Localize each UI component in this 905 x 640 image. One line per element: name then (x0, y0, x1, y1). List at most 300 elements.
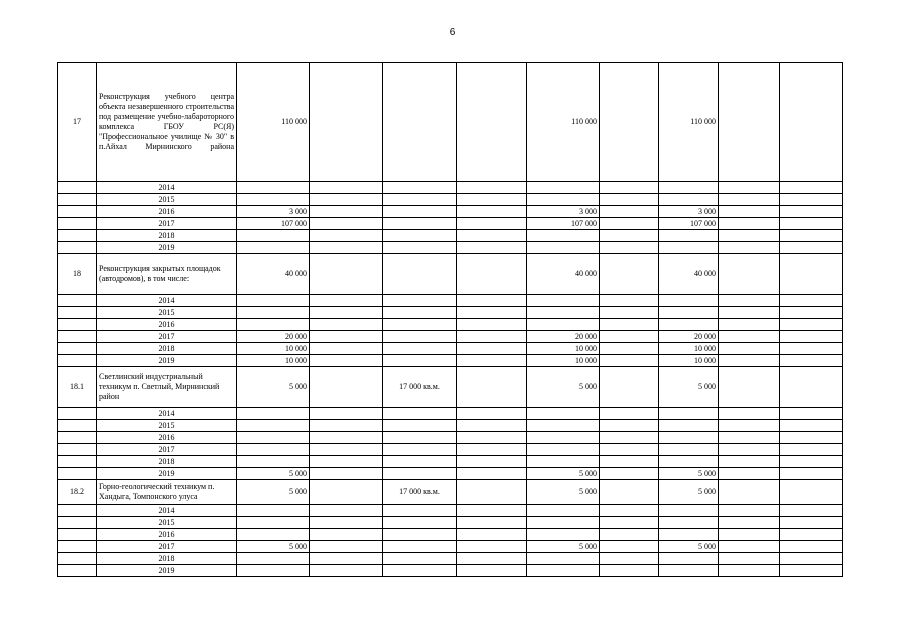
item-name: Реконструкция закрытых площадок (автодромов), в том числе: (97, 254, 237, 295)
budget-value (527, 529, 600, 541)
funding-value (659, 456, 719, 468)
total-value: 107 000 (237, 218, 310, 230)
empty-cell (780, 295, 843, 307)
value-col-4 (457, 254, 527, 295)
funding-value: 20 000 (659, 331, 719, 343)
empty-cell (383, 242, 457, 254)
empty-cell (310, 529, 383, 541)
empty-cell (457, 529, 527, 541)
total-value: 20 000 (237, 331, 310, 343)
empty-cell (719, 194, 780, 206)
total-value (237, 408, 310, 420)
empty-cell (457, 206, 527, 218)
funding-value (659, 432, 719, 444)
year-label: 2016 (97, 529, 237, 541)
item-number: 18 (58, 254, 97, 295)
year-label: 2014 (97, 505, 237, 517)
empty-cell (600, 468, 659, 480)
year-label: 2016 (97, 432, 237, 444)
empty-cell (600, 444, 659, 456)
empty-cell (310, 432, 383, 444)
value-col-4 (457, 367, 527, 408)
year-label: 2018 (97, 456, 237, 468)
budget-value (527, 307, 600, 319)
item-name: Реконструкция учебного центра объекта незавершенного строительства под размещение учебно-лабароторного комплекса ГБОУ РС(Я) "Профессиональное училище № 30" в п.Айхал Мирнинского района (97, 63, 237, 182)
year-row (58, 218, 843, 230)
empty-cell (58, 529, 97, 541)
budget-value: 5 000 (527, 541, 600, 553)
empty-cell (383, 408, 457, 420)
budget-value (527, 295, 600, 307)
empty-cell (383, 295, 457, 307)
empty-cell (719, 456, 780, 468)
year-label: 2014 (97, 182, 237, 194)
empty-cell (383, 230, 457, 242)
empty-cell (58, 553, 97, 565)
empty-cell (383, 331, 457, 343)
funding-value: 5 000 (659, 367, 719, 408)
empty-cell (457, 194, 527, 206)
empty-cell (310, 408, 383, 420)
budget-value (527, 432, 600, 444)
page-number: 6 (449, 27, 456, 38)
year-label: 2019 (97, 242, 237, 254)
total-value (237, 295, 310, 307)
year-row (58, 355, 843, 367)
empty-cell (780, 218, 843, 230)
budget-value (527, 505, 600, 517)
item-row (58, 63, 843, 182)
empty-cell (719, 420, 780, 432)
empty-cell (719, 331, 780, 343)
empty-cell (457, 182, 527, 194)
year-label: 2014 (97, 408, 237, 420)
value-col-2 (310, 63, 383, 182)
total-value (237, 505, 310, 517)
funding-value: 5 000 (659, 480, 719, 505)
budget-value (527, 194, 600, 206)
year-row (58, 230, 843, 242)
empty-cell (780, 456, 843, 468)
empty-cell (600, 408, 659, 420)
year-row (58, 444, 843, 456)
empty-cell (719, 565, 780, 577)
empty-cell (310, 355, 383, 367)
total-value (237, 517, 310, 529)
year-row (58, 565, 843, 577)
value-col-6 (600, 480, 659, 505)
value-col-9 (780, 367, 843, 408)
empty-cell (780, 541, 843, 553)
empty-cell (719, 242, 780, 254)
empty-cell (719, 307, 780, 319)
empty-cell (719, 541, 780, 553)
empty-cell (780, 307, 843, 319)
empty-cell (719, 408, 780, 420)
empty-cell (600, 331, 659, 343)
empty-cell (383, 206, 457, 218)
empty-cell (58, 456, 97, 468)
capacity-value: 17 000 кв.м. (383, 480, 457, 505)
empty-cell (600, 319, 659, 331)
empty-cell (310, 194, 383, 206)
year-row (58, 505, 843, 517)
empty-cell (457, 307, 527, 319)
empty-cell (780, 444, 843, 456)
empty-cell (383, 355, 457, 367)
empty-cell (600, 242, 659, 254)
empty-cell (457, 331, 527, 343)
empty-cell (383, 529, 457, 541)
year-row (58, 456, 843, 468)
empty-cell (719, 182, 780, 194)
empty-cell (600, 553, 659, 565)
total-value (237, 444, 310, 456)
empty-cell (457, 432, 527, 444)
funding-value (659, 517, 719, 529)
empty-cell (310, 456, 383, 468)
year-row (58, 194, 843, 206)
total-value: 10 000 (237, 355, 310, 367)
total-value: 5 000 (237, 480, 310, 505)
budget-value (527, 444, 600, 456)
value-col-2 (310, 254, 383, 295)
empty-cell (383, 432, 457, 444)
empty-cell (600, 529, 659, 541)
funding-value (659, 182, 719, 194)
year-label: 2019 (97, 355, 237, 367)
empty-cell (719, 505, 780, 517)
empty-cell (58, 307, 97, 319)
empty-cell (780, 517, 843, 529)
year-row (58, 242, 843, 254)
year-label: 2016 (97, 206, 237, 218)
empty-cell (780, 408, 843, 420)
empty-cell (780, 343, 843, 355)
year-row (58, 206, 843, 218)
empty-cell (600, 218, 659, 230)
year-row (58, 541, 843, 553)
empty-cell (383, 541, 457, 553)
year-label: 2017 (97, 444, 237, 456)
empty-cell (58, 319, 97, 331)
empty-cell (600, 194, 659, 206)
budget-value (527, 408, 600, 420)
item-row (58, 254, 843, 295)
capacity-value (383, 254, 457, 295)
empty-cell (780, 565, 843, 577)
value-col-4 (457, 63, 527, 182)
empty-cell (600, 541, 659, 553)
empty-cell (383, 444, 457, 456)
empty-cell (457, 553, 527, 565)
funding-value: 10 000 (659, 355, 719, 367)
empty-cell (457, 242, 527, 254)
empty-cell (780, 206, 843, 218)
empty-cell (58, 295, 97, 307)
total-value: 10 000 (237, 343, 310, 355)
item-row (58, 367, 843, 408)
empty-cell (310, 218, 383, 230)
budget-value: 10 000 (527, 355, 600, 367)
funding-value: 5 000 (659, 468, 719, 480)
empty-cell (719, 529, 780, 541)
year-row (58, 468, 843, 480)
total-value: 110 000 (237, 63, 310, 182)
item-number: 17 (58, 63, 97, 182)
total-value: 5 000 (237, 367, 310, 408)
empty-cell (780, 529, 843, 541)
empty-cell (457, 517, 527, 529)
empty-cell (780, 331, 843, 343)
empty-cell (310, 565, 383, 577)
total-value (237, 230, 310, 242)
empty-cell (58, 218, 97, 230)
total-value (237, 553, 310, 565)
empty-cell (600, 517, 659, 529)
empty-cell (310, 468, 383, 480)
empty-cell (310, 307, 383, 319)
value-col-6 (600, 63, 659, 182)
empty-cell (600, 182, 659, 194)
year-row (58, 432, 843, 444)
total-value: 5 000 (237, 541, 310, 553)
year-label: 2016 (97, 319, 237, 331)
year-row (58, 408, 843, 420)
empty-cell (310, 295, 383, 307)
empty-cell (383, 517, 457, 529)
empty-cell (719, 444, 780, 456)
year-row (58, 307, 843, 319)
empty-cell (310, 319, 383, 331)
empty-cell (383, 456, 457, 468)
year-label: 2018 (97, 553, 237, 565)
year-row (58, 331, 843, 343)
empty-cell (310, 517, 383, 529)
empty-cell (58, 331, 97, 343)
budget-value (527, 319, 600, 331)
empty-cell (383, 565, 457, 577)
empty-cell (58, 541, 97, 553)
year-row (58, 420, 843, 432)
year-row (58, 529, 843, 541)
value-col-8 (719, 254, 780, 295)
budget-value (527, 565, 600, 577)
empty-cell (600, 565, 659, 577)
empty-cell (58, 420, 97, 432)
empty-cell (58, 432, 97, 444)
funding-value (659, 529, 719, 541)
empty-cell (310, 444, 383, 456)
empty-cell (310, 242, 383, 254)
empty-cell (780, 432, 843, 444)
capacity-value: 17 000 кв.м. (383, 367, 457, 408)
budget-value: 5 000 (527, 480, 600, 505)
empty-cell (719, 355, 780, 367)
empty-cell (457, 444, 527, 456)
empty-cell (457, 230, 527, 242)
empty-cell (457, 505, 527, 517)
empty-cell (457, 456, 527, 468)
year-label: 2015 (97, 307, 237, 319)
funding-value: 10 000 (659, 343, 719, 355)
year-row (58, 319, 843, 331)
total-value (237, 565, 310, 577)
total-value: 40 000 (237, 254, 310, 295)
empty-cell (310, 420, 383, 432)
value-col-9 (780, 254, 843, 295)
value-col-8 (719, 480, 780, 505)
funding-value: 110 000 (659, 63, 719, 182)
year-label: 2019 (97, 468, 237, 480)
empty-cell (310, 182, 383, 194)
funding-value: 3 000 (659, 206, 719, 218)
funding-value: 107 000 (659, 218, 719, 230)
capacity-value (383, 63, 457, 182)
empty-cell (310, 541, 383, 553)
empty-cell (719, 218, 780, 230)
year-label: 2015 (97, 420, 237, 432)
empty-cell (58, 230, 97, 242)
funding-value (659, 565, 719, 577)
year-label: 2019 (97, 565, 237, 577)
item-name: Горно-геологический техникум п. Хандыга, Томпонского улуса (97, 480, 237, 505)
empty-cell (58, 444, 97, 456)
empty-cell (58, 194, 97, 206)
empty-cell (719, 230, 780, 242)
funding-value: 5 000 (659, 541, 719, 553)
empty-cell (780, 194, 843, 206)
empty-cell (310, 331, 383, 343)
empty-cell (457, 218, 527, 230)
funding-value (659, 408, 719, 420)
funding-value (659, 194, 719, 206)
value-col-6 (600, 254, 659, 295)
empty-cell (383, 505, 457, 517)
empty-cell (600, 307, 659, 319)
budget-value: 110 000 (527, 63, 600, 182)
empty-cell (383, 194, 457, 206)
year-label: 2017 (97, 331, 237, 343)
value-col-2 (310, 367, 383, 408)
year-row (58, 182, 843, 194)
empty-cell (719, 343, 780, 355)
empty-cell (58, 182, 97, 194)
empty-cell (383, 319, 457, 331)
value-col-8 (719, 367, 780, 408)
empty-cell (310, 505, 383, 517)
item-name: Светлинский индустриальный техникум п. Светлый, Мирнинский район (97, 367, 237, 408)
budget-value: 40 000 (527, 254, 600, 295)
total-value (237, 242, 310, 254)
total-value (237, 529, 310, 541)
year-label: 2015 (97, 517, 237, 529)
funding-value (659, 319, 719, 331)
budget-value: 5 000 (527, 468, 600, 480)
budget-value: 5 000 (527, 367, 600, 408)
table-body (58, 63, 843, 577)
budget-value: 3 000 (527, 206, 600, 218)
empty-cell (383, 218, 457, 230)
empty-cell (457, 541, 527, 553)
empty-cell (58, 468, 97, 480)
budget-value: 10 000 (527, 343, 600, 355)
year-label: 2015 (97, 194, 237, 206)
budget-value (527, 456, 600, 468)
empty-cell (457, 295, 527, 307)
budget-value (527, 420, 600, 432)
year-label: 2017 (97, 541, 237, 553)
budget-value (527, 182, 600, 194)
empty-cell (600, 456, 659, 468)
empty-cell (383, 420, 457, 432)
value-col-8 (719, 63, 780, 182)
empty-cell (780, 182, 843, 194)
budget-value: 20 000 (527, 331, 600, 343)
empty-cell (600, 230, 659, 242)
empty-cell (719, 432, 780, 444)
item-row (58, 480, 843, 505)
empty-cell (457, 420, 527, 432)
empty-cell (457, 468, 527, 480)
empty-cell (719, 517, 780, 529)
empty-cell (457, 408, 527, 420)
empty-cell (310, 206, 383, 218)
empty-cell (58, 408, 97, 420)
empty-cell (383, 468, 457, 480)
value-col-4 (457, 480, 527, 505)
value-col-2 (310, 480, 383, 505)
empty-cell (383, 307, 457, 319)
funding-value: 40 000 (659, 254, 719, 295)
empty-cell (58, 355, 97, 367)
empty-cell (58, 242, 97, 254)
empty-cell (780, 420, 843, 432)
empty-cell (383, 553, 457, 565)
total-value: 5 000 (237, 468, 310, 480)
total-value (237, 319, 310, 331)
funding-value (659, 230, 719, 242)
empty-cell (780, 319, 843, 331)
empty-cell (600, 295, 659, 307)
empty-cell (719, 319, 780, 331)
funding-value (659, 242, 719, 254)
total-value (237, 420, 310, 432)
total-value (237, 432, 310, 444)
empty-cell (58, 206, 97, 218)
year-row (58, 517, 843, 529)
empty-cell (310, 553, 383, 565)
empty-cell (600, 420, 659, 432)
budget-value (527, 517, 600, 529)
empty-cell (719, 468, 780, 480)
total-value (237, 307, 310, 319)
empty-cell (58, 343, 97, 355)
empty-cell (310, 343, 383, 355)
empty-cell (58, 517, 97, 529)
empty-cell (600, 505, 659, 517)
empty-cell (780, 505, 843, 517)
funding-value (659, 505, 719, 517)
funding-value (659, 444, 719, 456)
item-number: 18.1 (58, 367, 97, 408)
total-value (237, 194, 310, 206)
funding-value (659, 553, 719, 565)
empty-cell (780, 242, 843, 254)
value-col-6 (600, 367, 659, 408)
empty-cell (457, 343, 527, 355)
empty-cell (780, 468, 843, 480)
